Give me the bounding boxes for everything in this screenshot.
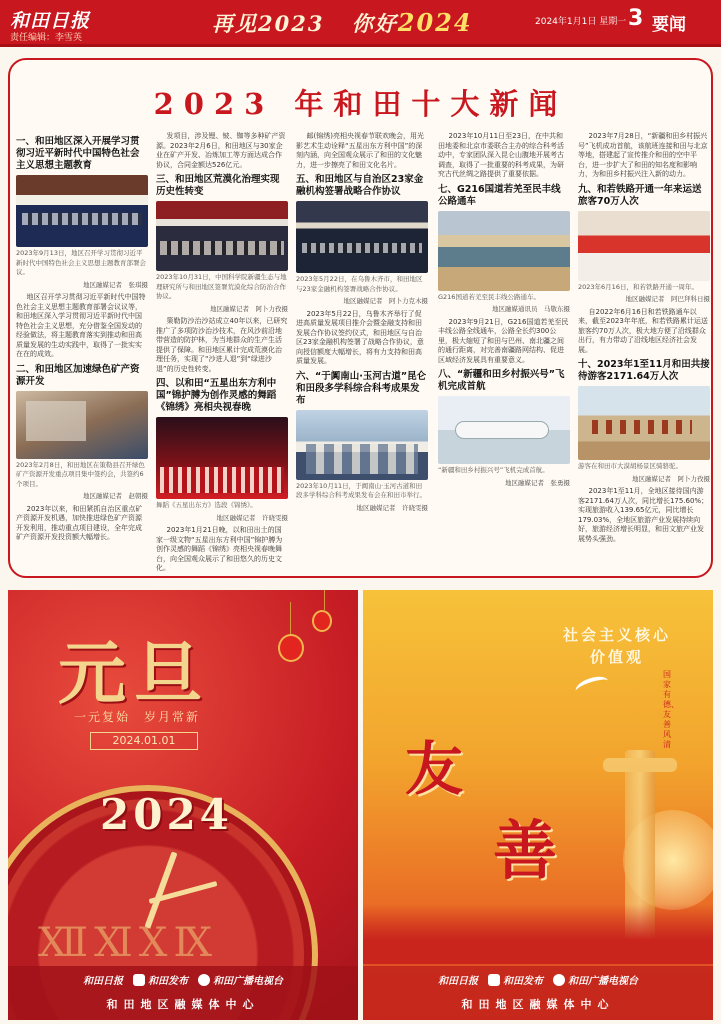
news-3-heading: 三、和田地区荒漠化治理实现历史性转变 <box>156 174 280 197</box>
lantern-icon <box>278 634 304 662</box>
news-7-byline: 地区融媒通讯员 马敬东摄 <box>492 305 570 313</box>
section-title: 要闻 <box>652 15 686 35</box>
poster-char-you: 友 <box>405 735 464 803</box>
news-5-byline: 地区融媒记者 阿卜力克木摄 <box>343 297 428 305</box>
news-2-caption: 2023年2月8日，和田地区在策勒县召开绿色矿产资源开发重点项目集中签约会，共签约6个项目。 <box>16 460 145 488</box>
header-divider <box>0 44 721 47</box>
news-6-byline: 地区融媒记者 许晓雯摄 <box>356 503 428 512</box>
column-5 <box>578 132 710 572</box>
masthead-logo: 和田日报 <box>10 10 91 32</box>
column-1 <box>16 132 148 572</box>
news-1-body: 地区召开学习贯彻习近平新时代中国特色社会主义思想主题教育部署会议议等，和田地区深入学习贯彻习近平新时代中国特色社会主义思想，充分借鉴全国发动的经验做法，将主题教育落实到推动和田高质量发展的生动实践中，取得了一批实实在在的成效。 <box>16 293 146 358</box>
news-9-heading: 九、和若铁路开通一年来运送旅客70万人次 <box>578 183 702 207</box>
hetian-fabu-icon <box>133 974 145 986</box>
news-6-body: 2023年10月11日至23日，在中共和田地委和北京市委联合主办的综合科考活动中，专家团队深入昆仑山腹地开展考古调查，取得了一批重要的科考成果，为研究古代丝绸之路提供了重要依据。 <box>438 132 564 178</box>
footer-logo: 和田广播电视台 <box>553 972 638 987</box>
news-1-byline: 地区融媒记者 张琪摄 <box>83 280 148 289</box>
news-8-photo <box>438 396 570 464</box>
new-year-poster <box>8 590 358 1020</box>
news-8-body: 2023年7月28日，“新疆和田乡村振兴号”飞机成功首航，该航班连接和田与北京等地，搭建起了宣传推介和田的空中平台，进一步扩大了和田的知名度和影响力，为和田乡村振兴注入新的动力。 <box>578 132 708 178</box>
news-10-body: 2023年1至11月，全地区接待国内游客2171.64万人次，同比增长175.60%；实现旅游收入139.65亿元，同比增长179.03%，全地区旅游产业发展持续向好，旅游经济增长明显，和田文旅产业发展势头强劲。 <box>578 487 709 543</box>
news-7-heading: 七、G216国道若羌至民丰线公路通车 <box>438 183 561 207</box>
tv-station-icon <box>553 974 565 986</box>
news-10-heading: 十、2023年1至11月和田共接待游客2171.64万人次 <box>578 359 710 382</box>
poster-footer <box>363 966 713 1020</box>
footer-logo: 和田日报 <box>438 976 478 987</box>
news-5-body-top: 邮(锦绣)亮相央视春节联欢晚会，用光影艺术生动诠释“五星出东方利中国”的深刻内涵，向全国观众展示了和田的文化魅力，进一步擦亮了和田文化名片。 <box>296 132 424 169</box>
lantern-icon <box>312 610 332 632</box>
news-2-body-cont: 发项目，涉及锂、铍、铷等多种矿产资源。2023年2月6日，和田地区与30家企业在矿产开发、冶炼加工等方面达成合作协议，合同金额达526亿元。 <box>156 132 286 169</box>
news-5-photo <box>296 201 428 273</box>
news-1-heading: 一、和田地区深入开展学习贯彻习近平新时代中国特色社会主义思想主题教育 <box>16 136 140 171</box>
news-5-heading: 五、和田地区与自治区23家金融机构签署战略合作协议 <box>296 174 424 197</box>
news-9-byline: 地区融媒记者 阿巴拜科日摄 <box>625 295 710 303</box>
news-5-caption: 2023年5月22日，在乌鲁木齐市，和田地区与23家金融机构签署战略合作协议。 <box>296 275 423 293</box>
news-10-photo <box>578 386 710 460</box>
news-3-caption: 2023年10月31日，中国科学院新疆生态与地理研究所与和田地区签署荒漠化综合防治合作协议。 <box>156 273 287 300</box>
news-10-caption: 游客在和田市大漠胡杨景区骑骆驼。 <box>578 462 682 470</box>
news-9-caption: 2023年6月16日，和若铁路开通一周年。 <box>578 282 698 291</box>
new-year-slogan <box>212 8 473 38</box>
footer-logos <box>8 972 358 987</box>
core-values-line-1: 社会主义核心 <box>563 626 672 644</box>
news-6-heading: 六、“于阗南山·玉河古道”昆仑和田段多学科综合科考成果发布 <box>296 370 427 406</box>
news-4-photo <box>156 417 288 499</box>
news-8-byline: 地区融媒记者 张勇摄 <box>505 478 570 487</box>
footer-logo: 和田发布 <box>488 972 543 987</box>
news-7-body: 2023年9月21日，G216国道若羌至民丰线公路全线通车，公路全长约300公里，极大缩短了和田与巴州、南北疆之间的通行距离，对完善南疆路网结构、促进区域经济发展具有重要意义。 <box>438 317 569 364</box>
top-ten-news-panel <box>8 58 713 578</box>
editor-credit: 责任编辑：李雪英 <box>10 33 83 43</box>
issue-date: 2024年1月1日 星期一 <box>535 17 627 27</box>
news-1-caption: 2023年9月13日，地区召开学习贯彻习近平新时代中国特色社会主义思想主题教育部署会议。 <box>16 249 146 276</box>
vertical-motto: 国家有德、友善风清 <box>663 670 679 749</box>
core-values-poster <box>363 590 713 1020</box>
poster-yuandan-subtitle: 一元复始 岁月常新 <box>74 710 201 724</box>
news-5-body: 2023年5月22日，乌鲁木齐举行了促进高质量发展项目推介会暨金融支持和田发展合作协议签约仪式，和田地区与自治区23家金融机构签署了战略合作协议，意向授信额度大幅增长，将有力支持和田高质量发展。 <box>296 309 424 365</box>
page-header <box>0 0 721 44</box>
poster-char-shan: 善 <box>493 814 557 889</box>
poster-footer <box>8 966 358 1020</box>
news-10-byline: 地区融媒记者 阿卜力孜摄 <box>632 474 710 483</box>
dove-icon <box>573 673 610 699</box>
news-2-photo <box>16 391 148 459</box>
news-8-caption: “新疆和田乡村振兴号”飞机完成首航。 <box>438 466 549 474</box>
column-3 <box>296 132 428 572</box>
media-center-name: 和田地区融媒体中心 <box>106 998 260 1011</box>
news-8-heading: 八、“新疆和田乡村振兴号”飞机完成首航 <box>438 369 565 392</box>
news-4-heading: 四、以和田“五星出东方利中国”锦护膊为创作灵感的舞蹈《锦绣》亮相央视春晚 <box>156 378 277 413</box>
news-3-photo <box>156 201 288 271</box>
news-4-byline: 地区融媒记者 许晓雯摄 <box>216 513 288 522</box>
footer-logo: 和田广播电视台 <box>198 972 283 987</box>
main-title: 2023 年和田十大新闻 <box>153 87 568 121</box>
column-4 <box>438 132 570 572</box>
news-6-caption: 2023年10月11日，于阗南山·玉河古道和田段多学科综合科考成果发布会在和田市举行。 <box>296 481 426 499</box>
news-2-heading: 二、和田地区加速绿色矿产资源开发 <box>16 363 140 387</box>
news-2-byline: 地区融媒记者 赵朝摄 <box>83 492 148 500</box>
clock-numerals-icon: ⅫⅪⅩⅨ <box>38 920 218 966</box>
slogan-year: 2024 <box>397 8 473 37</box>
media-center-name: 和田地区融媒体中心 <box>461 998 615 1011</box>
news-6-photo <box>296 410 428 480</box>
news-9-body: 自2022年6月16日和若铁路通车以来，截至2023年年底，和若铁路累计运送旅客约70万人次，极大地方便了沿线群众出行，有力带动了沿线地区经济社会发展。 <box>578 307 708 354</box>
news-2-body: 2023年以来，和田紧抓自治区重点矿产资源开发机遇，加快推进绿色矿产资源开发利用，推动重点项目建设，全年完成矿产资源开发投资额大幅增长。 <box>16 504 143 541</box>
news-9-photo <box>578 211 710 281</box>
poster-yuandan-date: 2024.01.01 <box>90 732 198 750</box>
poster-year: 2024 <box>100 790 233 839</box>
footer-logo: 和田发布 <box>133 972 188 987</box>
slogan-farewell: 再见2023 <box>212 11 325 36</box>
news-4-body: 2023年1月21日晚，以和田出土的国家一级文物“五星出东方利中国”锦护膊为创作灵感的舞蹈《锦绣》亮相央视春晚舞台，向全国观众展示了和田悠久的历史文化。 <box>156 526 283 572</box>
core-values-title <box>563 624 671 668</box>
page-number: 3 <box>628 6 644 31</box>
great-wall-icon <box>363 904 713 964</box>
news-3-body: 策勒防沙治沙站成立40年以来，已研究推广了多项防沙治沙技术，在风沙前沿地带营造的防护林，为当地群众的生产生活提供了保障。和田地区累计完成荒漠化治理任务，实现了“沙进人退”到“绿进沙退”的历史性转变。 <box>156 317 288 373</box>
tv-station-icon <box>198 974 210 986</box>
slogan-hello: 你好 <box>351 11 398 36</box>
news-3-byline: 地区融媒记者 阿卜力孜摄 <box>210 304 288 313</box>
news-4-caption: 舞蹈《五星出东方》选段《锦绣》。 <box>156 501 257 509</box>
news-7-photo <box>438 211 570 291</box>
news-7-caption: G216国道若羌至民丰线公路通车。 <box>438 292 540 301</box>
hetian-fabu-icon <box>488 974 500 986</box>
core-values-line-2: 价值观 <box>590 648 645 666</box>
news-1-photo <box>16 175 148 247</box>
poster-yuandan-title: 元旦 <box>58 634 211 714</box>
column-2 <box>156 132 288 572</box>
footer-logo: 和田日报 <box>83 976 123 987</box>
footer-logos <box>363 972 713 987</box>
